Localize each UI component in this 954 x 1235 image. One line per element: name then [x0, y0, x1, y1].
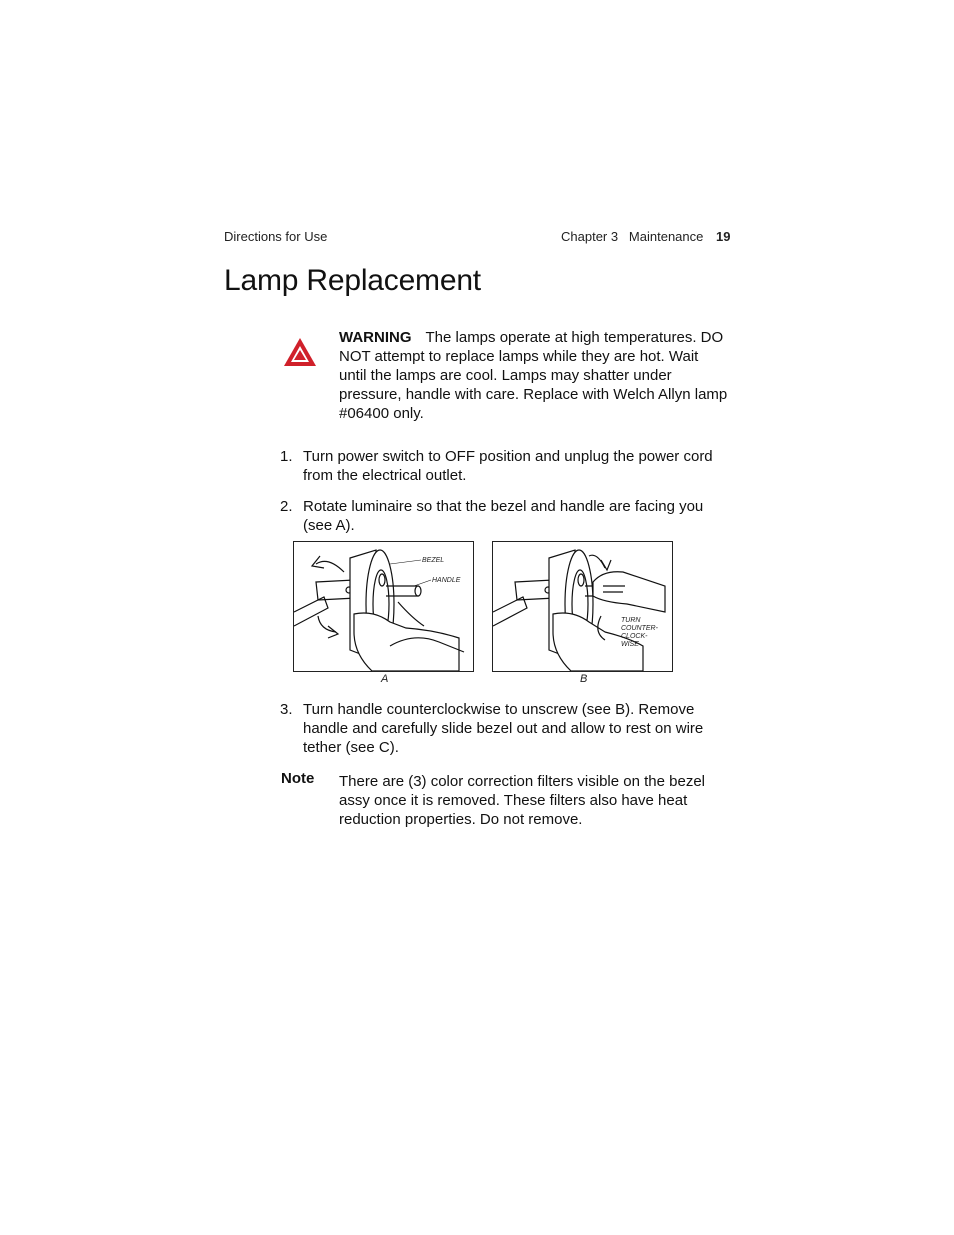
step-text: Turn power switch to OFF position and unplug the power cord from the electrical outlet. [303, 448, 713, 484]
warning-label: WARNING [339, 329, 412, 346]
label-turn-1: TURN [621, 617, 641, 624]
figure-a-caption: A [381, 673, 389, 685]
note-label: Note [281, 770, 315, 787]
page-title: Lamp Replacement [224, 264, 481, 297]
label-turn-4: WISE [621, 641, 639, 648]
label-turn-3: CLOCK- [621, 633, 648, 640]
figure-b-illustration [492, 541, 673, 672]
step-number: 3. [280, 701, 293, 718]
warning-triangle-icon [282, 336, 318, 368]
header-page-number: 19 [716, 229, 731, 244]
warning-text: The lamps operate at high temperatures. DO NOT attempt to replace lamps while they are hot. Wait until the lamps are cool. Lamps may shatter under pressure, handle with care. Replace with Welch Allyn lamp #06400 only. [339, 329, 728, 422]
header-chapter: Chapter 3 Maintenance [561, 229, 704, 244]
step-item [280, 447, 730, 485]
step-item [280, 700, 730, 757]
figure-a-illustration [293, 541, 474, 672]
label-bezel: BEZEL [422, 557, 445, 564]
header-doc-title: Directions for Use [224, 229, 328, 244]
figure-b-caption: B [580, 673, 588, 685]
label-turn-2: COUNTER- [621, 625, 658, 632]
step-text: Rotate luminaire so that the bezel and handle are facing you (see A). [303, 498, 704, 534]
step-number: 2. [280, 498, 293, 515]
luminaire-illustration-b [493, 542, 672, 671]
luminaire-illustration-a [294, 542, 473, 671]
note-text: There are (3) color correction filters visible on the bezel assy once it is removed. These filters also have heat reduction properties. Do not remove. [339, 773, 705, 828]
step-item [280, 497, 730, 535]
step-text: Turn handle counterclockwise to unscrew (see B). Remove handle and carefully slide bezel out and allow to rest on wire tether (see C). [303, 701, 704, 756]
step-number: 1. [280, 448, 293, 465]
warning-block [339, 328, 729, 423]
label-handle: HANDLE [432, 577, 461, 584]
